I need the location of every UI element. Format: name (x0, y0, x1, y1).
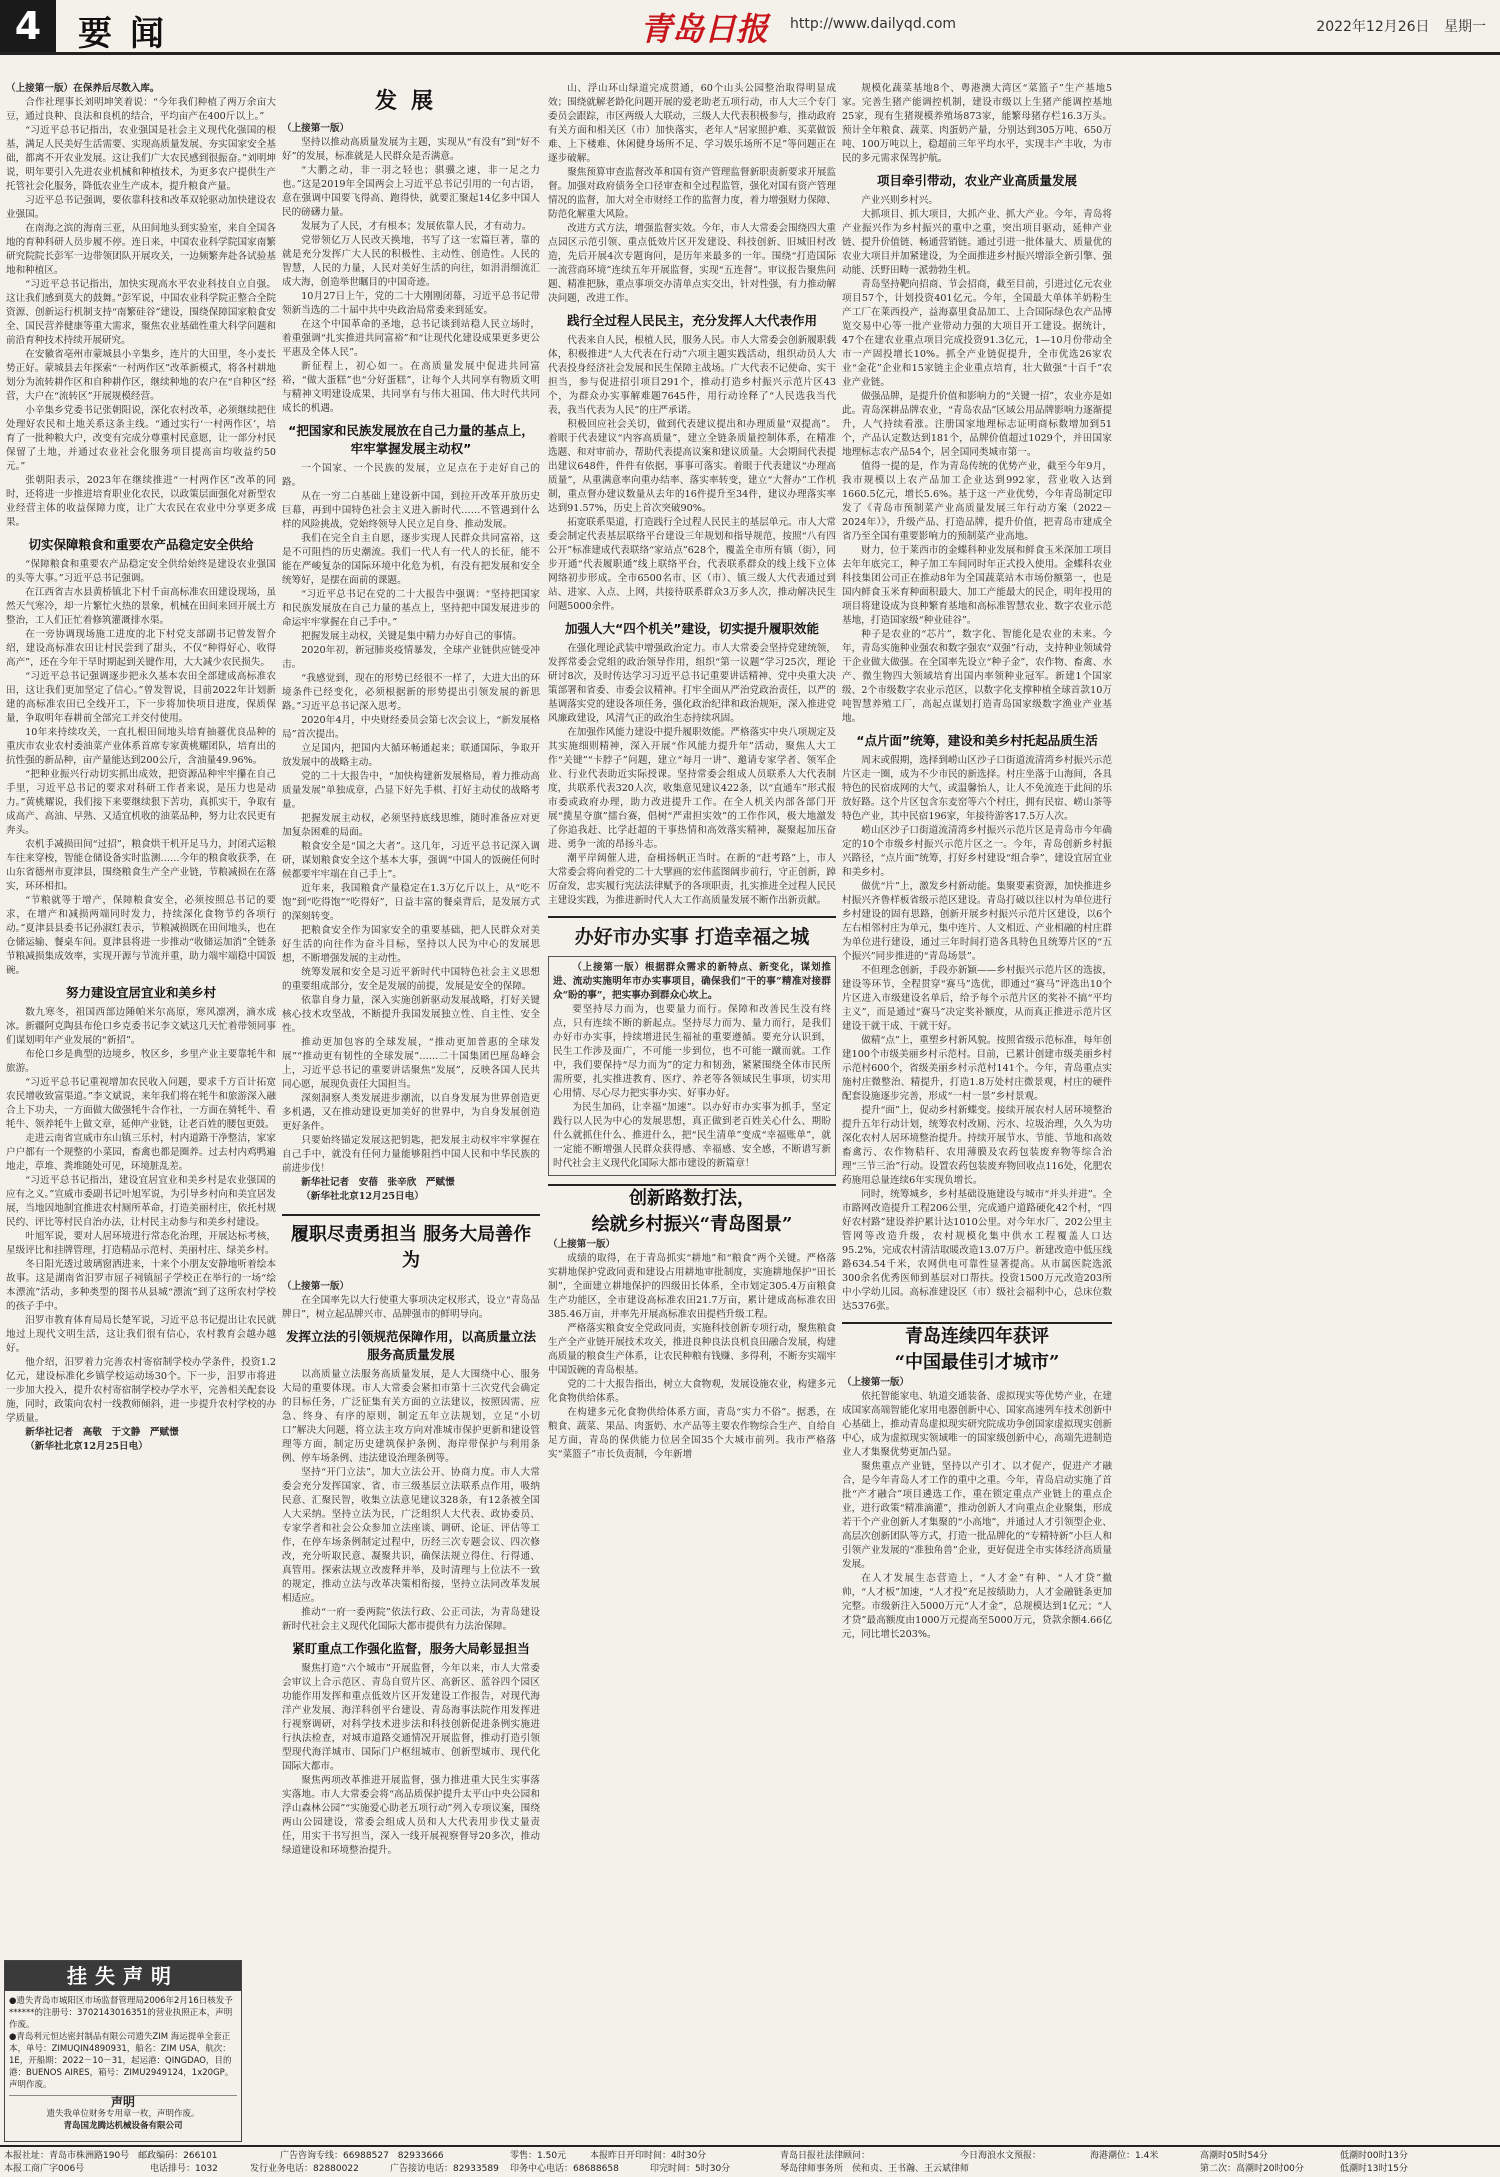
paragraph: 汨罗市教育体育局局长楚军说，习近平总书记提出让农民就地过上现代文明生活，这让我们很有信心，农村教育会越办越好。 (6, 1315, 276, 1354)
paragraph: 党的二十大报告指出，树立大食物观，发展设施农业，构建多元化食物供给体系。 (548, 1379, 836, 1404)
article-body (842, 82, 1112, 166)
article-title: 办好市办实事 打造幸福之城 (574, 926, 810, 948)
paragraph: 聚焦重点产业链，坚持以产引才、以才促产，促进产才融合，是今年青岛人才工作的重中之重。今年，青岛启动实施了首批“产才融合”项目遴选工作，重在锁定重点产业链上的重点企业，进行政策“精准滴灌”，推动创新人才向重点企业聚集，形成若干个产业创新人才集聚的“小高地”，并通过人才引领型企业、高层次创新团队等方式，打造一批品牌化的“专精特新”小巨人和引领产业发展的“准独角兽”企业，更好促进全市实体经济高质量发展。 (842, 1461, 1112, 1570)
article-title-line2: 绘就乡村振兴“青岛图景” (591, 1214, 793, 1235)
paragraph: 党带领亿万人民改天换地，书写了这一宏篇巨著，靠的就是充分发挥广大人民的积极性、主动性、创造性。人民的智慧，人民的力量，人民对美好生活的向往，如涓涓细流汇成大海，创造举世瞩目的中国奇迹。 (282, 235, 540, 288)
paragraph: 做精“点”上，重塑乡村新风貌。按照省级示范标准，每年创建100个市级美丽乡村示范村。目前，已累计创建市级美丽乡村示范村600个，省级美丽乡村示范村141个。今年，青岛重点实施村庄微整治、精提升，打造1.8万处村庄微景观，村庄的硬件配套设施逐步完善，形成“一村一景”乡村景观。 (842, 1035, 1112, 1102)
paragraph: 我们在完全自主自愿，逐步实现人民群众共同富裕，这是不可阻挡的历史潮流。我们一代人有一代人的长征，能不能在严峻复杂的国际环境中化危为机，有没有把发展和安全统筹好，是摆在面前的课题。 (282, 533, 540, 586)
paragraph: 合作社理事长刘明坤笑着说：“今年我们种植了两万余亩大豆，通过良种、良法和良机的结合，平均亩产在400斤以上。” (6, 97, 276, 122)
footer-item: 低潮时00时13分 (1340, 2151, 1408, 2161)
paragraph: 规模化蔬菜基地8个、粤港澳大湾区“菜篮子”生产基地5家。完善生猪产能调控机制，建设市级以上生猪产能调控基地25家，现有生猪规模养殖场873家，能繁母猪存栏16.3万头。预计全年粮食、蔬菜、肉蛋奶产量，分别达到305万吨、650万吨、100万吨以上，稳超前三年平均水平，实现丰产丰收，为市民的多元需求保驾护航。 (842, 83, 1112, 164)
footer-item: 发行业务电话：82880022 (250, 2164, 359, 2174)
paragraph: 张朝阳表示，2023年在继续推进“一村两作区”改革的同时，还将进一步推进培育职业化农民，以政策层面强化对新型农业经营主体的收益保障力度，让广大农民在农业中分享更多成果。 (6, 475, 276, 528)
footer-item: 今日海浪水文预报： (960, 2151, 1042, 2161)
paragraph: 从在一穷二白基础上建设新中国，到拉开改革开放历史巨幕，再到中国特色社会主义进入新时代……不管遇到什么样的风险挑战，党始终领导人民立足自身、推动发展。 (282, 491, 540, 530)
paragraph: 推动“一府一委两院”依法行政、公正司法，为青岛建设新时代社会主义现代化国际大都市提供有力法治保障。 (282, 1607, 540, 1632)
article-lead: （上接第一版） (282, 123, 350, 134)
page-footer (0, 2145, 1500, 2177)
paragraph: 成绩的取得，在于青岛抓实“耕地”和“粮食”两个关键。严格落实耕地保护党政同责和建设占用耕地审批制度，实施耕地保护“田长制”，全面建立耕地保护的四级田长体系，全市划定305.4万亩粮食生产功能区，全市建设高标准农田21.7万亩，累计建成高标准农田385.46万亩，并率先开展高标准农田提档升级工程。 (548, 1253, 836, 1320)
paragraph: 提升“面”上，促动乡村新蝶变。接续开展农村人居环境整治提升五年行动计划，统筹农村改厕、污水、垃圾治理，久久为功深化农村人居环境整治提升。持续开展节水、节能、节地和高效畜禽污、农作物秸秆、农用薄膜及农药包装废弃物等综合治理“三节三治”行动。设置农药包装废弃物回收点116处，化肥农药施用总量连续6年实现负增长。 (842, 1105, 1112, 1186)
paragraph: 拓宽联系渠道，打造践行全过程人民民主的基层单元。市人大常委会制定代表基层联络平台建设三年规划和指导规范，按照“八有四公开”标准建成代表联络“家站点”628个，覆盖全市所有镇（街），同步开通“代表履职通”线上联络平台，代表联系群众的线上线下立体网络初步形成。全市6500名市、区（市）、镇三级人大代表通过到站、进家、入点、上网，共接待联系群众3万多人次，推动解决民生问题5000余件。 (548, 517, 836, 612)
paragraph: 在安徽省亳州市蒙城县小辛集乡，连片的大田里，冬小麦长势正好。蒙城县去年探索“一村两作区”改革新模式，将各村耕地划分为流转耕作区和自种耕作区，继续种地的农户在“自种区”经营，大户在“流转区”开展规模经营。 (6, 349, 276, 402)
weekday-text: 星期一 (1444, 19, 1486, 35)
paragraph: 聚焦两项改革推进开展监督，强力推进重大民生实事落实落地。市人大常委会将“高品质保护提升太平山中央公园和浮山森林公园”“实施爱心助老五项行动”列入专项议案，围绕两山公园建设，常委会组成人员和人大代表用步伐丈量责任，用实干书写担当，深入一线开展视察督导20多次，推动绿道建设和环境整治提升。 (282, 1775, 540, 1856)
article-body (842, 194, 1112, 726)
article-body (282, 1368, 540, 1634)
notice-item: ●青岛利元恒达密封制品有限公司遗失ZIM 海运提单全套正本，单号：ZIMUQIN4890931，船名：ZIM USA，航次：1E，开船期：2022－10－31，起运港：QINGDAO，目的港：BUENOS AIRES，箱号：ZIMU2949124，1x20GP。声明作废。 (9, 2032, 234, 2090)
article-body (548, 334, 836, 614)
article-title: 履职尽责勇担当 服务大局善作为 (290, 1224, 532, 1271)
paragraph: “大鹏之动，非一羽之轻也；骐骥之速，非一足之力也。”这是2019年全国两会上习近平总书记引用的一句古语，意在强调中国要飞得高、跑得快，就要汇聚起14亿多中国人民的磅礴力量。 (282, 165, 540, 218)
paragraph: 党的二十大报告中，“加快构建新发展格局，着力推动高质量发展”单独成章，凸显下好先手棋、打好主动仗的战略考量。 (282, 771, 540, 810)
article-body (282, 1294, 540, 1322)
paragraph: 严格落实粮食安全党政同责，实施科技创新专项行动，聚焦粮食生产全产业链开展技术攻关，推进良种良法良机良田融合发展，构建高质量的粮食生产体系，让农民种粮有钱赚、多得利，不断夯实端牢中国饭碗的青岛根基。 (548, 1323, 836, 1376)
article-body (553, 1003, 831, 1171)
subheading: 加强人大“四个机关”建设，切实提升履职效能 (565, 621, 819, 636)
byline: 新华社记者 安蓓 张辛欣 严赋憬 (301, 1177, 455, 1188)
paragraph: 2020年4月，中央财经委员会第七次会议上，“新发展格局”首次提出。 (282, 715, 540, 740)
article-lead: （上接第一版）在保养后尽数入库。 (6, 83, 160, 94)
byline: 新华社记者 高敬 于文静 严赋憬 (25, 1427, 179, 1438)
paragraph: 一个国家、一个民族的发展，立足点在于走好自己的路。 (282, 463, 540, 488)
subheading: 践行全过程人民民主，充分发挥人大代表作用 (566, 313, 817, 328)
paragraph: 发展为了人民，才有根本；发展依靠人民，才有动力。 (301, 221, 532, 232)
paragraph: 大抓项目、抓大项目，大抓产业、抓大产业。今年，青岛将产业振兴作为乡村振兴的重中之重，突出项目驱动，延伸产业链、提升价值链、畅通营销链。通过引进一批体量大、质量优的农业大项目并加紧建设，为全面推进乡村振兴增添全新引擎、强动能、沃野田畴一派勃勃生机。 (842, 209, 1112, 276)
subheading: 切实保障粮食和重要农产品稳定安全供给 (28, 537, 254, 552)
notice-title: 挂失声明 (5, 1961, 241, 1991)
paragraph: 立足国内，把国内大循环畅通起来；联通国际，争取开放发展中的战略主动。 (282, 743, 540, 768)
paragraph: 依托智能家电、轨道交通装备、虚拟现实等优势产业，在建成国家高端智能化家用电器创新中心、国家高速列车技术创新中心基础上，推动青岛虚拟现实研究院成功争创国家虚拟现实创新中心，成为虚拟现实领域唯一的国家级创新中心，高端先进制造业人才集聚优势更加凸显。 (842, 1391, 1112, 1458)
footer-item: 琴岛律师事务所 侯和贞、王书瀚、王云斌律师 (780, 2164, 970, 2174)
article-title: 发展 (374, 88, 447, 114)
paragraph: 做强品牌，是提升价值和影响力的“关键一招”，农业亦是如此。青岛深耕品牌农业，“青岛农品”区域公用品牌影响力逐渐提升，人气持续看涨。注册国家地理标志证明商标数增加到51个，产品认定数达到181个，品牌价值超过1029个，并田国家地理标志农产品54个，居全国同类城市第一。 (842, 391, 1112, 458)
paragraph: 10月27日上午，党的二十大刚刚闭幕，习近平总书记带领新当选的二十届中共中央政治局常委来到延安。 (282, 291, 540, 316)
paragraph: 产业兴则乡村兴。 (861, 195, 938, 206)
paragraph: “把种业振兴行动切实抓出成效，把资源品种牢牢攥在自己手里，习近平总书记的要求对科研工作者来说，是压力也是动力。”黄桃耀说，我们接下来要继续狠下苦功，真抓实干，争取有成高产、高油、早熟、又适宜机收的油菜品种，努力让农民更有奔头。 (6, 769, 276, 836)
article-body (842, 1390, 1112, 1642)
paragraph: 新征程上，初心如一。在高质量发展中促进共同富裕，“做大蛋糕”也“分好蛋糕”，让每个人共同享有物质文明与精神文明建设成果，共同享有与伟大祖国、伟大时代共同成长的机遇。 (282, 361, 540, 414)
lost-notice-box (4, 1960, 242, 2142)
article-body (282, 462, 540, 1176)
article-body (6, 96, 276, 530)
paragraph: 粮食安全是“国之大者”。这几年，习近平总书记深入调研，谋划粮食安全这个基本大事，强调“中国人的饭碗任何时候都要牢牢端在自己手上”。 (282, 841, 540, 880)
article-agriculture (6, 82, 276, 1954)
paragraph: 在强化理论武装中增强政治定力。市人大常委会坚持党建统领，发挥常委会党组的政治领导作用，组织“第一议题”学习25次，理论研讨8次，及时传达学习习近平总书记重要讲话精神、党中央重大决策部署和省委、市委会议精神。打牢全面从严治党政治责任，以严的基调落实党的建设各项任务，强化政治纪律和政治规矩，深入推进党风廉政建设，风清气正的政治生态持续巩固。 (548, 643, 836, 724)
paragraph: 财力，位于莱西市的金蝶科种业发展和鲜食玉米深加工项目去年年底完工，种子加工车间同时年正式投入使用。金蝶科农业科技集团公司正在推动8年为全国蔬菜站木市场份额第一，也是国内鲜食玉米育种面积最大、加工产能最大的民企，明年投用的项目将建设成为良种繁育基地和高标准智慧农业、数字农业示范基地，打造国家级“种业硅谷”。 (842, 545, 1112, 626)
notice-text: 遗失我单位财务专用章一枚，声明作废。 (46, 2109, 200, 2119)
paragraph: 聚焦打造“六个城市”开展监督，今年以来，市人大常委会审议上合示范区、青岛自贸片区、高新区、蓝谷四个园区功能作用发挥和重点低效片区开发建设工作报告，对现代海洋产业发展、海洋科创平台建设、青岛海事法院作用发挥进行视察调研，对科学技术进步法和科技创新促进条例实施进行执法检查，对城市道路交通情况开展监督，推动打造引领型现代海洋城市、国际门户枢纽城市、创新型城市、现代化国际大都市。 (282, 1663, 540, 1772)
paragraph: 把握发展主动权，必须坚持底线思维，随时准备应对更加复杂困难的局面。 (282, 813, 540, 838)
footer-item: 本报社址：青岛市株洲路190号 邮政编码：266101 (4, 2151, 218, 2161)
footer-item: 零售：1.50元 (510, 2151, 567, 2161)
paragraph: 小辛集乡党委书记张朝阳说，深化农村改革，必须继续把住处理好农民和土地关系这条主线。“通过实行‘一村两作区’，培育了一批种粮大户，改变有完成分尊重村民意愿，让一部分村民保留了土地，并通过农业社会化服务项目提高亩均收益约50元。” (6, 405, 276, 472)
paragraph: 数九寒冬，祖国西部边陲帕米尔高原，寒风凛冽，滴水成冰。新疆阿克陶县布伦口乡克委书记李文斌这几天忙着带领同事们谋划明年产业发展的“新招”。 (6, 1007, 276, 1046)
paragraph: 近年来，我国粮食产量稳定在1.3万亿斤以上，从“吃不饱”到“吃得饱”“吃得好”，日益丰富的餐桌背后，是发展方式的深刻转变。 (282, 883, 540, 922)
paragraph: 习近平总书记强调，要依靠科技和改革双轮驱动加快建设农业强国。 (6, 195, 276, 220)
section-title: 要闻 (78, 14, 182, 54)
article-body (842, 754, 1112, 1314)
paragraph: 推动更加包容的全球发展，“推动更加普惠的全球发展”“推动更有韧性的全球发展”……二十国集团巴厘岛峰会上，习近平总书记的重要讲话聚焦“发展”，反映各国人民共同心愿，展现负责任大国担当。 (282, 1037, 540, 1090)
paragraph: 统筹发展和安全是习近平新时代中国特色社会主义思想的重要组成部分，安全是发展的前提，发展是安全的保障。 (282, 967, 540, 992)
paragraph: 潮平岸阔催人进，奋楫扬帆正当时。在新的“赶考路”上，市人大常委会将向着党的二十大擘画的宏伟蓝图阔步前行，守正创新，踔厉奋发，忠实履行宪法法律赋予的各项职责，扎实推进全过程人民民主建设实践，为推进新时代人大工作高质量发展不断作出新贡献。 (548, 853, 836, 906)
article-title-line1: 创新路数打法， (629, 1188, 755, 1209)
notice-signer: 青岛国龙腾达机械设备有限公司 (63, 2121, 183, 2131)
paragraph: 在构建多元化食物供给体系方面，青岛“实力不俗”。据悉，在粮食、蔬菜、果品、肉蛋奶、水产品等主要农作物综合生产、自给自足方面，青岛的保供能力位居全国35个大城市前列。我市严格落实“菜篮子”市长负责制，今年新增 (548, 1407, 836, 1460)
paragraph: 要坚持尽力而为，也要量力而行。保障和改善民生没有终点，只有连续不断的新起点。坚持尽力而为、量力而行，是我们办好市办实事，持续增进民生福祉的重要遵循。要充分认识到，民生工作涉及面广，不可能一步到位，也不可能一蹴而就。工作中，我们要保持“尽力而为”的定力和韧劲，紧紧围绕全体市民所需所要，扎实推进教育、医疗、养老等各领域民生事项，切实用心用情、尽心尽力把实事办实、好事办好。 (553, 1004, 831, 1099)
footer-item: 广告咨询专线：66988527 82933666 (280, 2151, 444, 2161)
footer-item: 海港潮位：1.4米 (1090, 2151, 1159, 2161)
article-lead: （上接第一版）根据群众需求的新特点、新变化，谋划推进、流动实施明年市办实事项目，确保我们“干的事”精准对接群众“盼的事”，把实事办到群众心坎上。 (553, 962, 831, 1001)
masthead (0, 0, 1500, 55)
article-development (282, 82, 540, 2140)
paragraph: 在加强作风能力建设中提升履职效能。严格落实中央八项规定及其实施细则精神，深入开展“作风能力提升年”活动，聚焦人大工作“关键”“卡脖子”问题，建立“每月一讲”、邀请专家学者、领军企业、行业代表助近实际授课。坚持常委会组成人员联系人大代表制度，共联系代表320人次，收集意见建议422条，以“直通车”形式报市委或政府办理，助力改进提升工作。在全人机关内部各部门开展“揽星夺旗”擂台赛，倡树“严肃担实效”的工作作风，极大地激发了你追我赶、比学赶超的干事热情和高效落实精神，凝聚起加压奋进、勇争一流的昂扬斗志。 (548, 727, 836, 850)
article-body (282, 136, 540, 416)
paragraph: “保障粮食和重要农产品稳定安全供给始终是建设农业强国的头等大事。”习近平总书记强调。 (6, 559, 276, 584)
article-peoples-congress (548, 82, 836, 2140)
paragraph: 农机手减损田间“过招”，粮食烘干机开足马力，封闭式运粮车往来穿梭，智能仓储设备实时监测……今年的粮食收获季，在山东省德州市夏津县，围绕粮食生产全产业链，节粮减损在在落实，环环相扣。 (6, 839, 276, 892)
paragraph: 坚持以推动高质量发展为主题，实现从“有没有”到“好不好”的发展，标准就是人民群众是否满意。 (282, 137, 540, 162)
article-body (282, 1662, 540, 1858)
footer-item: 本报昨日开印时间：4时30分 (590, 2151, 707, 2161)
dateline: （新华社北京12月25日电） (25, 1441, 148, 1452)
paragraph: 代表来自人民，根植人民，服务人民。市人大常委会创新履职载体，积极推进“人大代表在行动”六项主题实践活动，组织动员人大代表投身经济社会发展和民生保障主战场。广大代表不记使命、实干担当，参与促进招引项目291个，推动打造乡村振兴示范片区43个，为群众办实事解难题7645件，用行动诠释了“人民选我当代表，我当代表为人民”的庄严承诺。 (548, 335, 836, 416)
paragraph: “习近平总书记在党的二十大报告中强调：“坚持把国家和民族发展放在自己力量的基点上，坚持把中国发展进步的命运牢牢掌握在自己手中。” (282, 589, 540, 628)
subheading: “点片面”统筹，建设和美乡村托起品质生活 (856, 733, 1098, 748)
notice-body (5, 1991, 241, 2136)
notice-item: ●遗失青岛市城阳区市场监督管理局2006年2月16日核发予******的注册号：3702143016351的营业执照正本，声明作废。 (9, 1996, 233, 2030)
paragraph: 山、浮山环山绿道完成贯通，60个山头公园整治取得明显成效；围绕就解老龄化问题开展的爱老助老五项行动，市人大三个专门委员会跟踪，市区两级人大联动，三级人大代表积极参与，推动政府有关方面和相关区（市）加快落实，老年人“居家照护难、买菜做饭难、上下楼难、休闲健身场所不足、学习娱乐场所不足”等问题正在逐步破解。 (548, 83, 836, 164)
paragraph: 积极回应社会关切，做到代表建议提出和办理质量“双提高”。着眼于代表建议“内容高质量”，建立全链条质量控制体系，在精准选题、和对审前办，帮助代表提高议案和建议质量。大会期间代表提出建议648件，件件有依据，事事可落实。着眼于代表建议“办理高质量”，从重满意率向重办结率、落实率转变，建立“大督办”工作机制，重点督办建议数量从去年的16件提升至34件，建议办理落实率达到91.57%，历史上首次突破90%。 (548, 419, 836, 514)
paragraph: 青岛坚持靶向招商、节会招商，截至目前，引进过亿元农业项目57个，计划投资401亿元。今年，全国最大单体羊奶粉生产工厂在莱西投产，益海嘉里食品加工、上合国际绿色农产品博览交易中心等一批产业带动力强的大项目开工建设。据统计，47个在建农业重点项目完成投资91.3亿元，1—10月份带动全市一产固投增长10%。抓全产业链促提升，全市优选26家农业“金花”企业和15家链主企业重点培育，壮大做强“十百千”农业产业链。 (842, 279, 1112, 388)
footer-item: 青岛日报社法律顾问： (780, 2151, 871, 2161)
article-body (6, 1006, 276, 1426)
paragraph: 为民生加码，让幸福“加速”。以办好市办实事为抓手，坚定践行以人民为中心的发展思想，真正做到老百姓关心什么、期盼什么就抓住什么、推进什么，把“民生清单”变成“幸福账单”，就一定能不断增强人民群众获得感、幸福感、安全感，不断谱写新时代社会主义现代化国际大都市建设的新篇章！ (553, 1102, 831, 1169)
paragraph: 周末或假期，选择到崂山区沙子口街道流清湾乡村振兴示范片区走一圈，成为不少市民的新选择。村庄坐落于山海间，各具特色的民宿成网的大气，或温馨怡人，让人不免流连于此间的乐放好路。这个片区包含东麦窑等六个村庄，拥有民宿、崂山茶等特色产业，其中民宿196家，年接待游客17.5万人次。 (842, 755, 1112, 822)
paragraph: “习近平总书记指出，加快实现高水平农业科技自立自强。这让我们感到莫大的鼓舞。”彭军说，中国农业科学院正整合全院资源、创新运行机制支持“南繁硅谷”建设，围绕保障国家粮食安全、国民营养健康等重大需求，聚焦农业基础性重大科学问题和前沿育种技术持续开展研究。 (6, 279, 276, 346)
paragraph: 在江西省吉水县黄桥镇北下村千亩高标准农田建设现场，虽然天气寒冷，却一片繁忙火热的景象，机械在田间来回开展土方整治，工人们正忙着修筑灌溉排水渠。 (6, 587, 276, 626)
article-body (6, 558, 276, 978)
paragraph: 聚焦预算审查监督改革和国有资产管理监督新职责新要求开展监督。加强对政府债务全口径审查和全过程监管，强化对国有资产管理情况的监督，加大对全市财经工作的监督力度，着力增强财力保障、防范化解重大风险。 (548, 167, 836, 220)
paragraph: 布伦口乡是典型的边境乡，牧区乡，乡里产业主要靠牦牛和旅游。 (6, 1049, 276, 1074)
commentary-box (548, 956, 836, 1176)
paragraph: 叶旭军说，要对人居环境进行常态化治理，开展达标考核，星级评比和挂牌管理，打造精品示范村、美丽村庄、绿美乡村。 (6, 1231, 276, 1256)
footer-item: 本报工商广字006号 (4, 2164, 85, 2174)
paragraph: 值得一提的是，作为青岛传统的优势产业，截至今年9月，我市规模以上农产品加工企业达到992家，营业收入达到1660.5亿元，增长5.6%。基于这一产业优势，今年青岛制定印发了《青岛市预制菜产业高质量发展三年行动方案（2022－2024年）》，升级产品、打造品牌，提升价值，把青岛市建成全省乃至全国有重要影响力的预制菜产业高地。 (842, 461, 1112, 542)
page-number: 4 (0, 0, 56, 52)
paragraph: 在这个中国革命的圣地，总书记谈到站稳人民立场时，着重强调“扎实推进共同富裕”和“让现代化建设成果更多更公平惠及全体人民”。 (282, 319, 540, 358)
paragraph: “习近平总书记指出，建设宜居宜业和美乡村是农业强国的应有之义。”宣威市委副书记叶旭军说，为引导乡村向和美宜居发展，当地因地制宜推进农村厕所革命，打造美丽村庄，依托村规民约、评比等村民自治办法，让村民主动参与和美乡村建设。 (6, 1175, 276, 1228)
article-body (548, 642, 836, 908)
article-body (548, 1252, 836, 1462)
newspaper-logo: 青岛日报 (640, 10, 769, 48)
paragraph: 他介绍，汨罗着力完善农村寄宿制学校办学条件，投资1.2亿元，建设标准化乡镇学校运动场30个。下一步，汨罗市将进一步加大投入，提升农村寄宿制学校办学水平，完善相关配套设施，同时，政策向农村一线教师倾斜，进一步提升农村学校的办学质量。 (6, 1357, 276, 1424)
footer-item: 高潮时05时54分 (1200, 2151, 1268, 2161)
article-rural-revitalization (842, 82, 1112, 2140)
footer-item: 第二次：高潮时20时00分 (1200, 2164, 1304, 2174)
article-body (548, 82, 836, 306)
paragraph: 以高质量立法服务高质量发展，是人大围绕中心、服务大局的重要体现。市人大常委会紧扣市第十三次党代会确定的目标任务，广泛征集有关方面的立法建议，按照因需、应急、终身、有序的原则，制定五年立法规划，立足“小切口”解决大问题，将立法主攻方向对准城市保护更新和建设管理等方面，制定历史建筑保护条例、海岸带保护与利用条例、停车场条例、违法建设治理条例等。 (282, 1369, 540, 1464)
subheading: 紧盯重点工作强化监督，服务大局彰显担当 (292, 1641, 530, 1656)
date-text: 2022年12月26日 (1316, 19, 1430, 35)
paragraph: 坚持“开门立法”，加大立法公开、协商力度。市人大常委会充分发挥国家、省、市三级基层立法联系点作用，吸纳民意、汇聚民智，收集立法意见建议328条，有12条被全国人大采纳。坚持立法为民，广泛组织人大代表、政协委员、专家学者和社会公众参加立法座谈、调研、论证、评估等工作，在停车场条例制定过程中，历经三次专题会议、四次修改，充分听取民意、凝聚共识，确保法规立得住、行得通、真管用。探索法规立改废释并举，及时清理与上位法不一致的规定，推动立法与改革决策相衔接，坚持立法同改革发展相适应。 (282, 1467, 540, 1604)
paragraph: 把粮食安全作为国家安全的重要基础，把人民群众对美好生活的向往作为奋斗目标，坚持以人民为中心的发展思想，不断增强发展的主动性。 (282, 925, 540, 964)
article-lead: （上接第一版） (842, 1377, 910, 1388)
paragraph: “习近平总书记重视增加农民收入问题，要求千方百计拓宽农民增收致富渠道。”李文斌说，来年我们将在牦牛和旅游深入融合上下功夫，一方面做大做强牦牛合作社，一方面在骑牦牛、看牦牛、领养牦牛上做文章，延伸产业链，让老百姓的腰包更鼓。 (6, 1077, 276, 1130)
paragraph: 2020年初，新冠肺炎疫情暴发，全球产业链供应链受冲击。 (282, 645, 540, 670)
paragraph: “我感觉到，现在的形势已经很不一样了，大进大出的环境条件已经变化，必须根据新的形势提出引领发展的新思路。”习近平总书记深入思考。 (282, 673, 540, 712)
article-lead: （上接第一版） (282, 1281, 350, 1292)
paragraph: 冬日阳光透过玻璃窗洒进来，十来个小朋友安静地听着绘本故事。这是湖南省汨罗市屈子祠镇屈子学校正在举行的一场“绘本漂流”活动，多种类型的图书从县城“漂流”到了这所农村学校的孩子手中。 (6, 1259, 276, 1312)
article-title-line1: 青岛连续四年获评 (905, 1326, 1049, 1347)
paragraph: 种子是农业的“芯片”，数字化、智能化是农业的未来。今年，青岛实施种业强农和数字强农“双强”行动，支持种业领域骨干企业做大做强。在全国率先设立“种子金”，农作物、畜禽、水产、微生物四大领域培育出国内率领种业冠军。新建1个国家级、2个市级数字农业示范区，以数字化支撑种植全球首款10万吨智慧养殖工厂，高起点谋划打造青岛国家级数字渔业产业基地。 (842, 629, 1112, 724)
paragraph: 崂山区沙子口街道流清湾乡村振兴示范片区是青岛市今年确定的10个市级乡村振兴示范片区之一。今年，青岛创新乡村振兴路径，“点片面”统筹，打好乡村建设“组合拳”，建设宜居宜业和美乡村。 (842, 825, 1112, 878)
paragraph: “习近平总书记强调逐步把永久基本农田全部建成高标准农田，这让我们更加坚定了信心。”曾发智说，目前2022年计划新建的高标准农田已全线开工，下一步将加快项目进度，保质保量，争取明年春耕前全部完工并交付使用。 (6, 671, 276, 724)
site-url[interactable]: http://www.dailyqd.com (790, 16, 957, 32)
footer-item: 印务中心电话：68688658 (510, 2164, 619, 2174)
subheading: “把国家和民族发展放在自己力量的基点上，牢牢掌握发展主动权” (288, 423, 534, 456)
paragraph: 同时，统筹城乡，乡村基础设施建设与城市“并头并进”。全市路网改造提升工程206公里，完成通户道路硬化42个村，“四好农村路”建设养护累计达1010公里。对今年水厂、202公里主管网等改造升级，农村规模化集中供水工程覆盖人口达95.2%，完成农村清洁取暖改造13.07万户。新建改造中低压线路634.54千米，农网供电可靠性显著提高。从市属医院选派300余名优秀医师到基层对口帮扶。投资1500万元改造203所中小学幼儿园。高标准建设区（市）级社会福利中心，总床位数达5376张。 (842, 1189, 1112, 1312)
subheading: 努力建设宜居宜业和美乡村 (65, 985, 216, 1000)
issue-date (1316, 16, 1486, 36)
paragraph: “节粮就等于增产，保障粮食安全，必须按照总书记的要求，在增产和减损两端同时发力，持续深化食物节约各项行动。”夏津县县委书记孙淑红表示，节粮减损既在田间地头，也在仓储运输、餐桌车间。夏津县将进一步推动“收储运加消”全链条节粮减损集成效率，实现开源与节流并重，助力端牢端稳中国饭碗。 (6, 895, 276, 976)
paragraph: 在南海之滨的海南三亚，从田间地头到实验室，来自全国各地的育种科研人员步履不停。连日来，中国农业科学院国家南繁研究院院长彭军一边带领团队开展攻关，一边频繁奔赴各试验基地和种植区。 (6, 223, 276, 276)
paragraph: 10年来持续攻关，一直扎根田间地头培育抽薹优良品种的重庆市农业农村委油菜产业体系首席专家黄桃耀团队，培育出的抗性强的新品种，亩产量能达到200公斤，含油量49.96%。 (6, 727, 276, 766)
paragraph: 只要始终锚定发展这把钥匙，把发展主动权牢牢掌握在自己手中，就没有任何力量能够阻挡中国人民和中华民族的前进步伐！ (282, 1135, 540, 1174)
paragraph: “习近平总书记指出，农业强国是社会主义现代化强国的根基，满足人民美好生活需要、实现高质量发展、夯实国家安全基础，都离不开农业发展。这让我们广大农民感到很振奋。”刘明坤说，明年要引入先进农业机械和种植技术，为更多农户提供生产托管社会化服务，降低农业生产成本，提升粮食产量。 (6, 125, 276, 192)
paragraph: 做优“片”上，激发乡村新动能。集聚要素资源，加快推进乡村振兴齐鲁样板省级示范区建设。青岛打破以往以村为单位进行乡村建设的固有思路，创新开展乡村振兴示范片区建设，以6个左右相邻村庄为单元，集中连片、人文相近、产业相融的村庄群为单位进行建设，通过三年时间打造各具特色且统筹片区的“五个振兴”同步推进的“青岛场景”。 (842, 881, 1112, 962)
notice-title-2: 声明 (9, 2095, 237, 2108)
paragraph: 走进云南省宣威市东山镇三乐村，村内道路干净整洁，家家户户都有一个规整的小菜园，畜禽也都是圈养。过去村内鸡鸭遍地走，草堆、粪堆随处可见，环境脏乱差。 (6, 1133, 276, 1172)
subheading: 发挥立法的引领规范保障作用，以高质量立法服务高质量发展 (285, 1329, 536, 1362)
paragraph: 在一旁协调现场施工进度的北下村党支部副书记曾发智介绍，建设高标准农田让村民尝到了甜头，不仅“种得好心、收得高产”，还在今年干旱时期起到关键作用，大大减少农民损失。 (6, 629, 276, 668)
footer-item: 低潮时13时15分 (1340, 2164, 1408, 2174)
article-title-line2: “中国最佳引才城市” (894, 1352, 1060, 1373)
paragraph: 改进方式方法，增强监督实效。今年，市人大常委会围绕四大重点园区示范引领、重点低效片区开发建设、科技创新、旧城旧村改造，先后开展4次专题询问，是历年来最多的一年。围绕“打造国际一流营商环境”连续五年开展监督，实现“五连督”。审议报告聚焦问题、精准把脉，重点事项交办清单点实交出，针对性强，有力推动解决问题，改进工作。 (548, 223, 836, 304)
subheading: 项目牵引带动，农业产业高质量发展 (876, 173, 1077, 188)
paragraph: 在人才发展生态营造上，“人才金”有种、“人才贷”撤帅，“人才板”加速，“人才投”充足按绩助力，人才金融链条更加完整。市级新注入5000万元“人才金”，总规模达到1亿元；“人才贷”最高额度由1000万元提高至5000万元，贷款余额4.66亿元，同比增长203%。 (842, 1573, 1112, 1640)
footer-item: 印完时间：5时30分 (650, 2164, 731, 2174)
article-lead: （上接第一版） (548, 1239, 616, 1250)
dateline: （新华社北京12月25日电） (301, 1191, 424, 1202)
paragraph: 不但理念创新，手段亦新颖——乡村振兴示范片区的选拔，建设等环节，全程贯穿“赛马”选优，即通过“赛马”评选出10个片区进入市级建设名单后，给予每个示范片区的奖补不搞“平均主义”，而是通过“赛马”决定奖补额度，从而真正推进示范片区建设干就干成、干就干好。 (842, 965, 1112, 1032)
paragraph: 依靠自身力量，深入实施创新驱动发展战略，打好关键核心技术攻坚战，不断提升我国发展独立性、自主性、安全性。 (282, 995, 540, 1034)
footer-item: 广告接访电话：82933589 (390, 2164, 499, 2174)
paragraph: 深刻洞察人类发展进步潮流，以自身发展为世界创造更多机遇，又在推动建设更加美好的世界中，为自身发展创造更好条件。 (282, 1093, 540, 1132)
paragraph: 把握发展主动权，关键是集中精力办好自己的事情。 (301, 631, 522, 642)
paragraph: 在全国率先以大行使重大事项决定权形式，设立“青岛品牌日”，树立起品牌兴市、品牌强市的鲜明导向。 (282, 1295, 540, 1320)
footer-item: 电话排号：1032 (150, 2164, 218, 2174)
